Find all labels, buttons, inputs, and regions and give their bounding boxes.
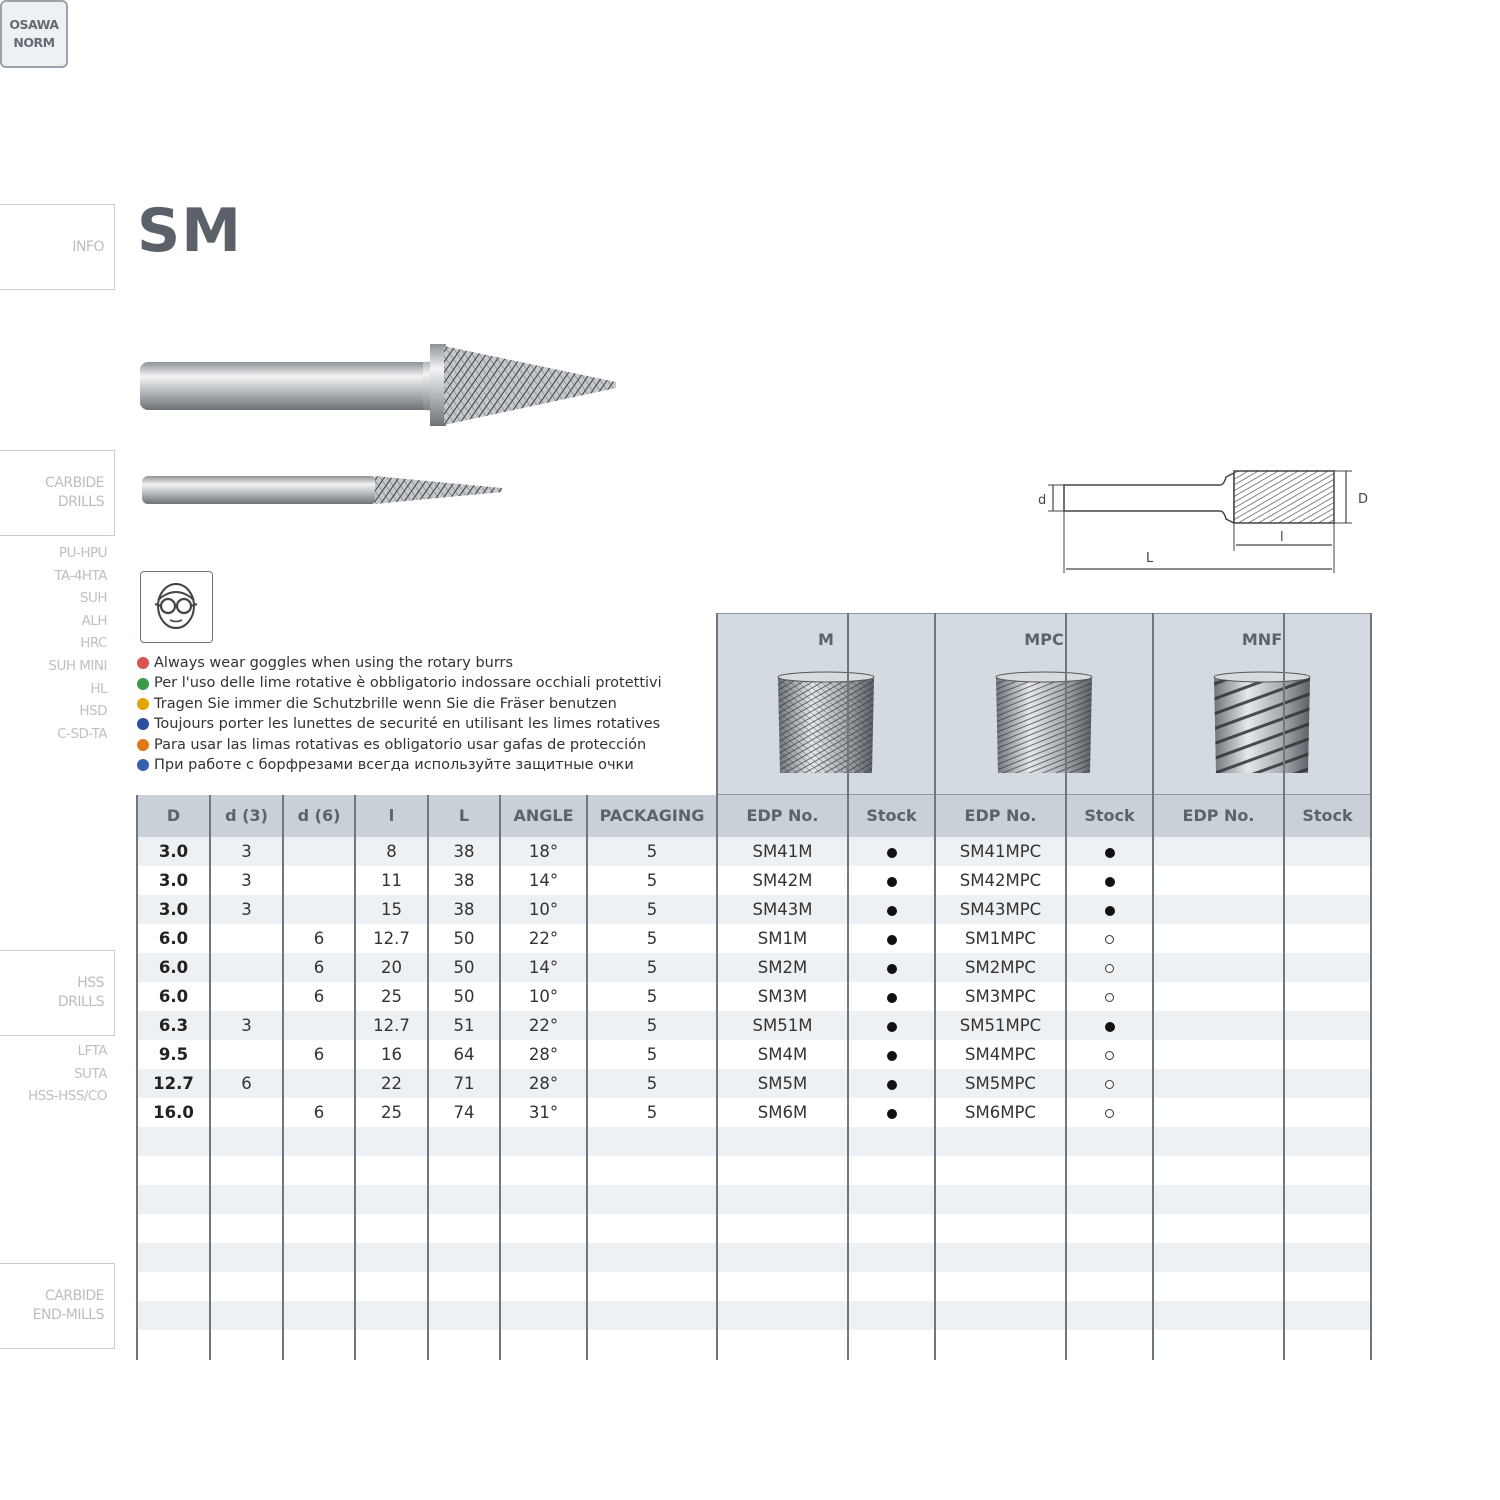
sidebar-list-item[interactable]: SUH MINI [48,657,107,674]
table-cell: 50 [453,958,475,977]
table-column-divider [499,795,501,1360]
table-cell: 6 [313,1045,325,1064]
table-cell: 22° [528,929,559,948]
table-cell: 3 [241,1016,252,1035]
stock-indicator [1066,1069,1153,1098]
stock-indicator [1066,953,1153,982]
table-cell: 38 [453,842,475,861]
out-of-stock-ring-icon [1105,935,1114,944]
table-cell: 12.7 [153,1074,194,1093]
sidebar-list-item[interactable]: SUH [79,590,107,607]
cut-type-m-icon [774,669,878,777]
table-cell: 5 [646,900,658,919]
table-column-divider [282,795,284,1360]
stock-indicator [1066,924,1153,953]
stock-indicator [848,982,935,1011]
stock-indicator [1066,837,1153,866]
table-cell: SM6MPC [965,1103,1036,1122]
stock-indicator [1066,982,1153,1011]
dim-label-D: D [1358,492,1369,507]
safety-warning-line [137,714,662,734]
table-column-divider [136,795,138,1360]
table-row-bg [137,1243,1371,1272]
table-cell: 16 [381,1045,402,1064]
safety-warning-text: Always wear goggles when using the rotary burrs [154,655,514,671]
page-title: SM [137,196,242,266]
table-cell: 5 [646,1074,658,1093]
burr-photo-large [138,338,623,433]
table-cell: 3 [241,871,252,890]
table-cell: 25 [381,987,402,1006]
sidebar-list-item[interactable]: TA-4HTA [54,567,107,584]
stock-indicator [848,895,935,924]
table-cell: 22° [528,1016,559,1035]
safety-warning-text: Para usar las limas rotativas es obligatorio usar gafas de protección [154,736,647,753]
table-cell: 6 [313,987,325,1006]
table-cell: SM2MPC [965,958,1036,977]
out-of-stock-ring-icon [1105,1080,1114,1089]
table-cell: 5 [646,1103,658,1122]
sidebar-list-item[interactable]: HL [90,680,107,697]
table-cell: 6 [313,1103,325,1122]
table-cell: 22 [381,1074,402,1093]
safety-warning-text: Per l'uso delle lime rotative è obbligatorio indossare occhiali protettivi [154,675,662,692]
safety-warning-text: При работе с борфрезами всегда используйте защитные очки [154,757,634,774]
in-stock-dot-icon [887,877,897,887]
in-stock-dot-icon [1105,1022,1115,1032]
sidebar-section-carbide-drills[interactable] [0,450,115,536]
stock-indicator [848,953,935,982]
table-cell: SM41M [752,842,813,861]
table-column-divider [847,613,849,1360]
stock-indicator [848,1011,935,1040]
table-cell: 6.0 [158,929,189,948]
stock-indicator [1066,866,1153,895]
table-cell: 14° [528,871,559,890]
table-cell: 10° [528,900,559,919]
table-cell: 5 [646,987,658,1006]
stock-indicator [1066,1098,1153,1127]
sidebar-list-item[interactable]: C-SD-TA [57,725,107,742]
table-column-divider [1065,613,1067,1360]
dim-label-l: l [1280,530,1284,545]
table-cell: 5 [646,842,658,861]
column-header: EDP No. [1182,806,1255,825]
table-cell: SM3M [757,987,808,1006]
table-cell: 3.0 [158,842,189,861]
sidebar-list-item[interactable]: HSD [79,703,107,720]
group-header-mnf [1153,613,1371,795]
table-cell: 28° [528,1074,559,1093]
table-column-divider [586,795,588,1360]
table-row-bg [137,1156,1371,1185]
in-stock-dot-icon [887,935,897,945]
table-header-row [137,795,1371,837]
flag-icon [137,739,149,751]
stock-indicator [848,1098,935,1127]
stock-indicator [848,866,935,895]
table-cell: 3 [241,842,252,861]
column-header: EDP No. [746,806,819,825]
column-header: PACKAGING [599,806,705,825]
table-cell: 6.0 [158,958,189,977]
in-stock-dot-icon [887,1051,897,1061]
badge-line-1: OSAWA [9,17,59,32]
sidebar-list-item[interactable]: HSS-HSS/CO [27,1088,107,1105]
sidebar-section-label: INFO [72,238,104,255]
table-column-divider [209,795,211,1360]
table-cell: 5 [646,871,658,890]
column-header: Stock [1084,806,1135,825]
stock-indicator [848,1040,935,1069]
table-cell: 12.7 [373,929,410,948]
flag-icon [137,678,149,690]
sidebar-section-label: END-MILLS [32,1307,104,1323]
table-column-divider [1283,613,1285,1360]
group-name: MNF [1241,630,1283,649]
table-cell: SM5MPC [965,1074,1036,1093]
table-cell: SM42M [752,871,813,890]
sidebar-list-list_carbide [0,542,107,745]
stock-indicator [848,924,935,953]
out-of-stock-ring-icon [1105,1051,1114,1060]
in-stock-dot-icon [887,1022,897,1032]
table-cell: 9.5 [158,1045,189,1064]
column-header: Stock [1302,806,1353,825]
safety-warning-line [137,653,662,673]
table-column-divider [934,613,936,1360]
table-row-bg [137,1272,1371,1301]
column-header: l [388,806,395,825]
table-cell: SM1MPC [965,929,1036,948]
table-cell: 18° [528,842,559,861]
sidebar-section-hss-drills[interactable] [0,950,115,1036]
column-header: ANGLE [513,806,574,825]
table-cell: 31° [528,1103,559,1122]
sidebar-list-item[interactable]: HRC [80,635,107,652]
table-cell: 38 [453,900,475,919]
column-header: d (6) [297,806,341,825]
table-row-bg [137,1214,1371,1243]
table-cell: 38 [453,871,475,890]
safety-warning-text: Toujours porter les lunettes de securité en utilisant les limes rotatives [154,716,661,733]
table-cell: SM2M [757,958,808,977]
table-column-divider [716,613,718,1360]
out-of-stock-ring-icon [1105,1109,1114,1118]
table-cell: SM1M [757,929,808,948]
cut-type-mnf-icon [1210,669,1314,777]
table-cell: 3 [241,900,252,919]
osawa-norm-badge [0,0,68,68]
stock-indicator [1066,895,1153,924]
goggles-warning-box [140,571,213,643]
table-cell: 5 [646,929,658,948]
sidebar-section-info[interactable] [0,204,115,290]
table-cell: 6.3 [158,1016,189,1035]
group-header-mpc [935,613,1153,795]
out-of-stock-ring-icon [1105,964,1114,973]
burr-photo-small [140,470,510,510]
flag-icon [137,759,149,771]
table-cell: SM4MPC [965,1045,1036,1064]
table-cell: 5 [646,1045,658,1064]
table-cell: 10° [528,987,559,1006]
out-of-stock-ring-icon [1105,993,1114,1002]
table-cell: 64 [453,1045,475,1064]
safety-warning-line [137,673,662,693]
table-cell: 11 [381,871,402,890]
table-cell: 8 [386,842,397,861]
table-cell: SM4M [757,1045,808,1064]
goggles-icon [141,572,211,641]
table-cell: SM51M [752,1016,813,1035]
dim-label-d: d [1038,493,1047,508]
table-cell: 15 [381,900,402,919]
in-stock-dot-icon [887,848,897,858]
table-cell: 16.0 [153,1103,194,1122]
in-stock-dot-icon [887,1080,897,1090]
group-header-m [717,613,935,795]
group-name: MPC [1024,630,1064,649]
table-column-divider [427,795,429,1360]
stock-indicator [1066,1011,1153,1040]
in-stock-dot-icon [887,993,897,1003]
table-cell: 20 [381,958,402,977]
safety-warning-line [137,735,662,755]
table-cell: 12.7 [373,1016,410,1035]
sidebar-list-item[interactable]: PU-HPU [58,545,107,561]
table-cell: 74 [453,1103,475,1122]
table-cell: 71 [453,1074,475,1093]
table-cell: SM42MPC [959,871,1042,890]
sidebar-list-item[interactable]: ALH [81,612,107,629]
in-stock-dot-icon [887,1109,897,1119]
sidebar-section-label: CARBIDE [45,1288,104,1304]
sidebar-section-label: HSS [77,975,104,991]
cut-type-mpc-icon [992,669,1096,777]
table-cell: 14° [528,958,559,977]
dimension-diagram [1028,465,1378,580]
safety-warning-text: Tragen Sie immer die Schutzbrille wenn Sie die Fräser benutzen [154,695,617,712]
table-cell: SM51MPC [959,1016,1042,1035]
table-cell: 6 [241,1074,252,1093]
in-stock-dot-icon [1105,848,1115,858]
sidebar-section-carbide-end-mills[interactable] [0,1263,115,1349]
sidebar-list-list_hss [0,1040,107,1108]
table-row-bg [137,1127,1371,1156]
table-row-bg [137,1330,1371,1359]
sidebar-list-item[interactable]: LFTA [77,1043,107,1059]
in-stock-dot-icon [1105,906,1115,916]
table-cell: SM43M [752,900,813,919]
column-header: L [458,806,470,825]
column-header: d (3) [225,806,268,825]
in-stock-dot-icon [1105,877,1115,887]
safety-warning-line [137,755,662,775]
sidebar-section-label: DRILLS [57,494,104,510]
table-cell: 6 [313,958,325,977]
safety-warning-line [137,694,662,714]
stock-indicator [1066,1040,1153,1069]
flag-icon [137,718,149,730]
dim-label-L: L [1146,551,1154,566]
table-column-divider [1152,613,1154,1360]
in-stock-dot-icon [887,964,897,974]
table-cell: 6.0 [158,987,189,1006]
table-cell: SM43MPC [959,900,1042,919]
table-row-bg [137,1185,1371,1214]
table-cell: 5 [646,1016,658,1035]
table-cell: 3.0 [158,900,189,919]
flag-icon [137,698,149,710]
stock-indicator [848,837,935,866]
table-cell: 3.0 [158,871,189,890]
group-name: M [818,630,834,649]
safety-warnings [137,653,662,775]
table-row-bg [137,1301,1371,1330]
sidebar-section-label: DRILLS [57,994,104,1010]
table-cell: 28° [528,1045,559,1064]
sidebar-list-item[interactable]: SUTA [74,1065,107,1082]
column-header: EDP No. [964,806,1037,825]
table-cell: SM41MPC [959,842,1042,861]
in-stock-dot-icon [887,906,897,916]
table-cell: SM6M [757,1103,808,1122]
table-cell: 50 [453,929,475,948]
table-cell: SM5M [757,1074,808,1093]
stock-indicator [848,1069,935,1098]
table-column-divider [354,795,356,1360]
table-column-divider [1370,613,1372,1360]
table-cell: SM3MPC [965,987,1036,1006]
column-header: D [166,806,181,825]
table-cell: 5 [646,958,658,977]
flag-icon [137,657,149,669]
sidebar-section-label: CARBIDE [45,475,104,491]
badge-line-2: NORM [13,35,55,50]
table-cell: 6 [313,929,325,948]
table-cell: 25 [381,1103,402,1122]
table-cell: 51 [453,1016,475,1035]
table-cell: 50 [453,987,475,1006]
column-header: Stock [866,806,917,825]
